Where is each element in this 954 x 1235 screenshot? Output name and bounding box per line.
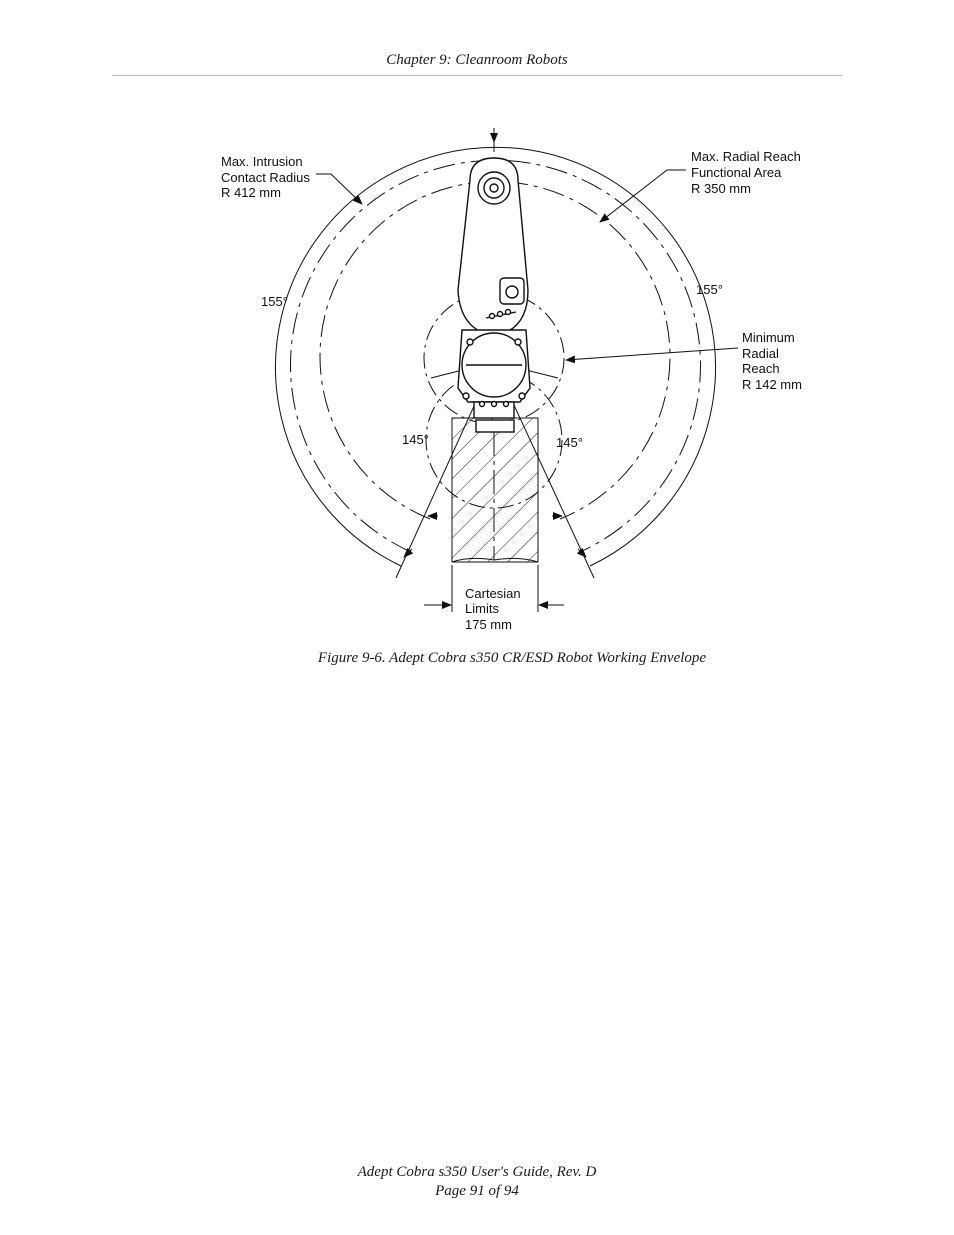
footer-title: Adept Cobra s350 User's Guide, Rev. D — [357, 1164, 597, 1180]
robot-arm-link — [458, 158, 528, 336]
angle-label-right-145: 145° — [556, 435, 583, 450]
angle-label-left-145: 145° — [402, 432, 429, 447]
intrusion-leader — [316, 174, 362, 204]
page-footer — [0, 1163, 954, 1201]
figure-caption: Figure 9-6. Adept Cobra s350 CR/ESD Robot Working Envelope — [317, 650, 707, 666]
radial-reach-leader — [600, 170, 686, 222]
minimum-reach-label: Minimum Radial Reach R 142 mm — [742, 330, 802, 392]
page-header: Chapter 9: Cleanroom Robots — [386, 52, 568, 68]
cartesian-limit-region — [452, 418, 538, 562]
cartesian-label: Cartesian Limits 175 mm — [465, 586, 521, 632]
angle-label-right-155: 155° — [696, 282, 723, 297]
angle-label-left-155: 155° — [261, 294, 288, 309]
radial-reach-label: Max. Radial Reach Functional Area R 350 mm — [691, 149, 801, 196]
intrusion-label: Max. Intrusion Contact Radius R 412 mm — [221, 154, 310, 200]
footer-page-number: Page 91 of 94 — [435, 1183, 519, 1199]
minimum-reach-leader — [566, 348, 738, 360]
